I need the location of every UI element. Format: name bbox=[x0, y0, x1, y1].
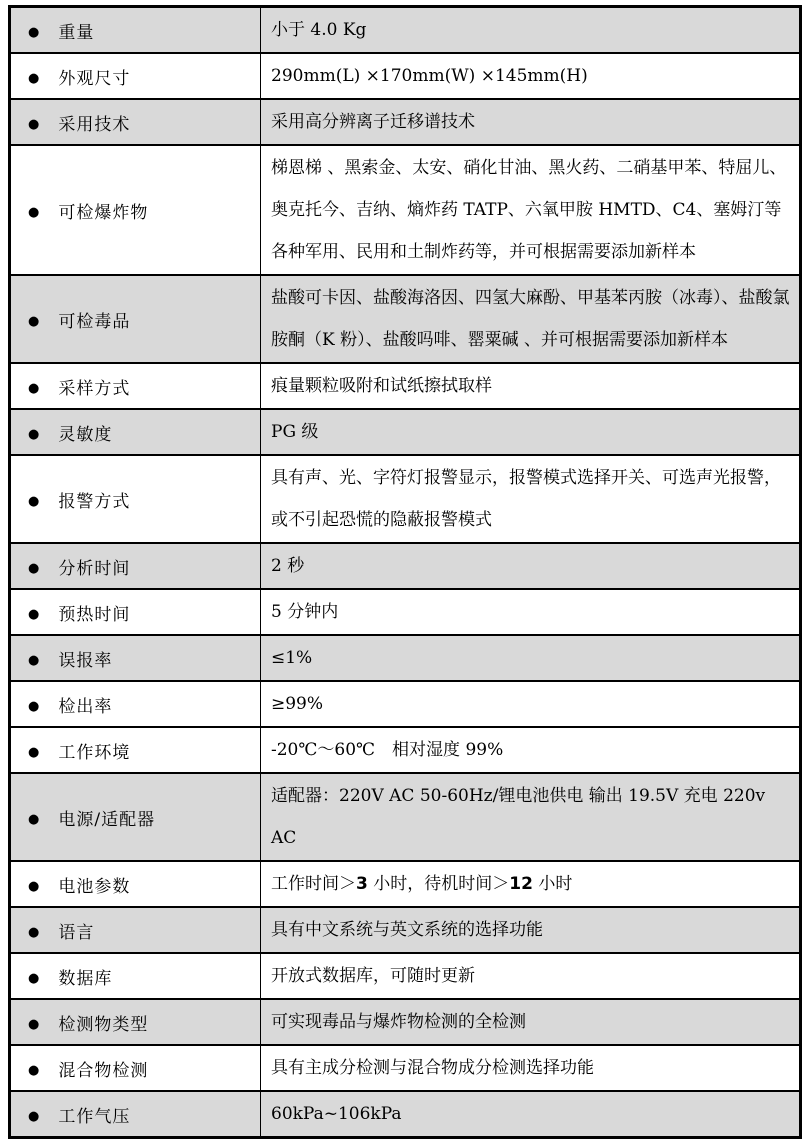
spec-label-cell bbox=[10, 7, 261, 54]
bullet-icon: ● bbox=[28, 1016, 40, 1032]
spec-value bbox=[261, 543, 801, 589]
spec-label-cell bbox=[10, 635, 261, 681]
bullet-icon: ● bbox=[28, 698, 40, 714]
spec-value-segment: 2 秒 bbox=[271, 556, 305, 576]
spec-value bbox=[261, 907, 801, 953]
table-row bbox=[10, 455, 801, 543]
bullet-icon: ● bbox=[28, 204, 40, 220]
spec-value-segment: 小时 bbox=[532, 874, 573, 894]
table-row bbox=[10, 363, 801, 409]
spec-value bbox=[261, 589, 801, 635]
spec-value bbox=[261, 7, 801, 54]
product-spec-table bbox=[8, 5, 802, 1139]
spec-value-segment: ≥99% bbox=[271, 694, 324, 714]
bullet-icon: ● bbox=[28, 970, 40, 986]
spec-value bbox=[261, 1091, 801, 1138]
spec-value-segment: 290mm(L) ×170mm(W) ×145mm(H) bbox=[271, 66, 588, 86]
spec-label-cell bbox=[10, 455, 261, 543]
spec-label-cell bbox=[10, 773, 261, 861]
spec-label: 报警方式 bbox=[58, 491, 131, 512]
spec-label-cell bbox=[10, 861, 261, 907]
spec-label-cell bbox=[10, 363, 261, 409]
bullet-icon: ● bbox=[28, 652, 40, 668]
spec-value-segment: 采用高分辨离子迁移谱技术 bbox=[271, 112, 475, 132]
spec-label-cell bbox=[10, 907, 261, 953]
spec-label: 检出率 bbox=[58, 696, 113, 717]
spec-label: 预热时间 bbox=[58, 604, 131, 625]
spec-label: 工作气压 bbox=[58, 1106, 131, 1127]
spec-value-segment: 小于 4.0 Kg bbox=[271, 20, 367, 40]
spec-table-body bbox=[10, 7, 801, 1138]
table-row bbox=[10, 681, 801, 727]
spec-value-segment: 梯恩梯 、黑索金、太安、硝化甘油、黑火药、二硝基甲苯、特屈儿、奥克托今、吉纳、熵炸药 TATP、六氧甲胺 HMTD、C4、塞姆汀等各种军用、民用和土制炸药等，并可根据需要添加新样本 bbox=[271, 158, 787, 262]
spec-value-segment: 可实现毒品与爆炸物检测的全检测 bbox=[271, 1012, 526, 1032]
bullet-icon: ● bbox=[28, 24, 40, 40]
spec-value-bold-segment: 3 bbox=[356, 874, 368, 894]
spec-value-segment: PG 级 bbox=[271, 422, 319, 442]
spec-label-cell bbox=[10, 275, 261, 363]
table-row bbox=[10, 999, 801, 1045]
bullet-icon: ● bbox=[28, 380, 40, 396]
bullet-icon: ● bbox=[28, 426, 40, 442]
spec-value-segment: 工作时间＞ bbox=[271, 874, 356, 894]
spec-value-segment: 5 分钟内 bbox=[271, 602, 339, 622]
table-row bbox=[10, 635, 801, 681]
spec-value bbox=[261, 99, 801, 145]
bullet-icon: ● bbox=[28, 606, 40, 622]
spec-label-cell bbox=[10, 589, 261, 635]
spec-value-segment: 盐酸可卡因、盐酸海洛因、四氢大麻酚、甲基苯丙胺（冰毒）、盐酸氯胺酮（K 粉）、盐酸吗啡、罂粟碱 、并可根据需要添加新样本 bbox=[271, 288, 790, 350]
bullet-icon: ● bbox=[28, 1108, 40, 1124]
spec-label: 混合物检测 bbox=[58, 1060, 149, 1081]
spec-value-segment: 痕量颗粒吸附和试纸擦拭取样 bbox=[271, 376, 492, 396]
spec-value-segment: 小时，待机时间＞ bbox=[367, 874, 510, 894]
bullet-icon: ● bbox=[28, 560, 40, 576]
spec-label-cell bbox=[10, 953, 261, 999]
spec-value-segment: 具有声、光、字符灯报警显示，报警模式选择开关、可选声光报警，或不引起恐慌的隐蔽报警模式 bbox=[271, 468, 781, 530]
spec-label: 灵敏度 bbox=[58, 424, 113, 445]
table-row bbox=[10, 773, 801, 861]
table-row bbox=[10, 145, 801, 275]
spec-label: 可检爆炸物 bbox=[58, 202, 149, 223]
spec-label-cell bbox=[10, 727, 261, 773]
spec-label: 采样方式 bbox=[58, 378, 131, 399]
bullet-icon: ● bbox=[28, 744, 40, 760]
table-row bbox=[10, 7, 801, 54]
spec-label-cell bbox=[10, 681, 261, 727]
spec-value-segment: ≤1% bbox=[271, 648, 313, 668]
spec-label: 重量 bbox=[58, 22, 95, 43]
bullet-icon: ● bbox=[28, 70, 40, 86]
spec-label: 可检毒品 bbox=[58, 311, 131, 332]
spec-label: 工作环境 bbox=[58, 742, 131, 763]
table-row bbox=[10, 275, 801, 363]
spec-value bbox=[261, 409, 801, 455]
spec-value bbox=[261, 999, 801, 1045]
bullet-icon: ● bbox=[28, 924, 40, 940]
spec-value bbox=[261, 1045, 801, 1091]
spec-value bbox=[261, 363, 801, 409]
spec-value-segment: 开放式数据库，可随时更新 bbox=[271, 966, 475, 986]
spec-value bbox=[261, 145, 801, 275]
spec-value-segment: 具有中文系统与英文系统的选择功能 bbox=[271, 920, 543, 940]
table-row bbox=[10, 727, 801, 773]
spec-value bbox=[261, 681, 801, 727]
table-row bbox=[10, 953, 801, 999]
spec-label-cell bbox=[10, 99, 261, 145]
spec-label: 检测物类型 bbox=[58, 1014, 149, 1035]
spec-label: 电源/适配器 bbox=[58, 809, 156, 830]
spec-value bbox=[261, 773, 801, 861]
table-row bbox=[10, 589, 801, 635]
spec-label-cell bbox=[10, 543, 261, 589]
spec-value bbox=[261, 455, 801, 543]
spec-value bbox=[261, 727, 801, 773]
table-row bbox=[10, 861, 801, 907]
spec-label: 采用技术 bbox=[58, 114, 131, 135]
spec-label: 分析时间 bbox=[58, 558, 131, 579]
spec-value bbox=[261, 953, 801, 999]
table-row bbox=[10, 1045, 801, 1091]
bullet-icon: ● bbox=[28, 1062, 40, 1078]
spec-label: 语言 bbox=[58, 922, 95, 943]
spec-label: 数据库 bbox=[58, 968, 113, 989]
table-row bbox=[10, 409, 801, 455]
table-row bbox=[10, 53, 801, 99]
spec-value-segment: -20℃～60℃ 相对湿度 99% bbox=[271, 740, 504, 760]
bullet-icon: ● bbox=[28, 878, 40, 894]
spec-value-segment: 适配器：220V AC 50-60Hz/锂电池供电 输出 19.5V 充电 220v AC bbox=[271, 786, 766, 848]
spec-value bbox=[261, 861, 801, 907]
bullet-icon: ● bbox=[28, 313, 40, 329]
spec-label-cell bbox=[10, 1091, 261, 1138]
spec-value bbox=[261, 275, 801, 363]
table-row bbox=[10, 907, 801, 953]
spec-label-cell bbox=[10, 999, 261, 1045]
spec-label-cell bbox=[10, 53, 261, 99]
bullet-icon: ● bbox=[28, 116, 40, 132]
spec-value bbox=[261, 53, 801, 99]
spec-label-cell bbox=[10, 145, 261, 275]
table-row bbox=[10, 1091, 801, 1138]
table-row bbox=[10, 99, 801, 145]
spec-value-segment: 具有主成分检测与混合物成分检测选择功能 bbox=[271, 1058, 594, 1078]
spec-label-cell bbox=[10, 409, 261, 455]
spec-value-segment: 60kPa~106kPa bbox=[271, 1104, 402, 1124]
spec-value bbox=[261, 635, 801, 681]
spec-label: 误报率 bbox=[58, 650, 113, 671]
spec-value-bold-segment: 12 bbox=[509, 874, 533, 894]
spec-label: 电池参数 bbox=[58, 876, 131, 897]
spec-label-cell bbox=[10, 1045, 261, 1091]
spec-label: 外观尺寸 bbox=[58, 68, 131, 89]
bullet-icon: ● bbox=[28, 493, 40, 509]
bullet-icon: ● bbox=[28, 811, 40, 827]
table-row bbox=[10, 543, 801, 589]
